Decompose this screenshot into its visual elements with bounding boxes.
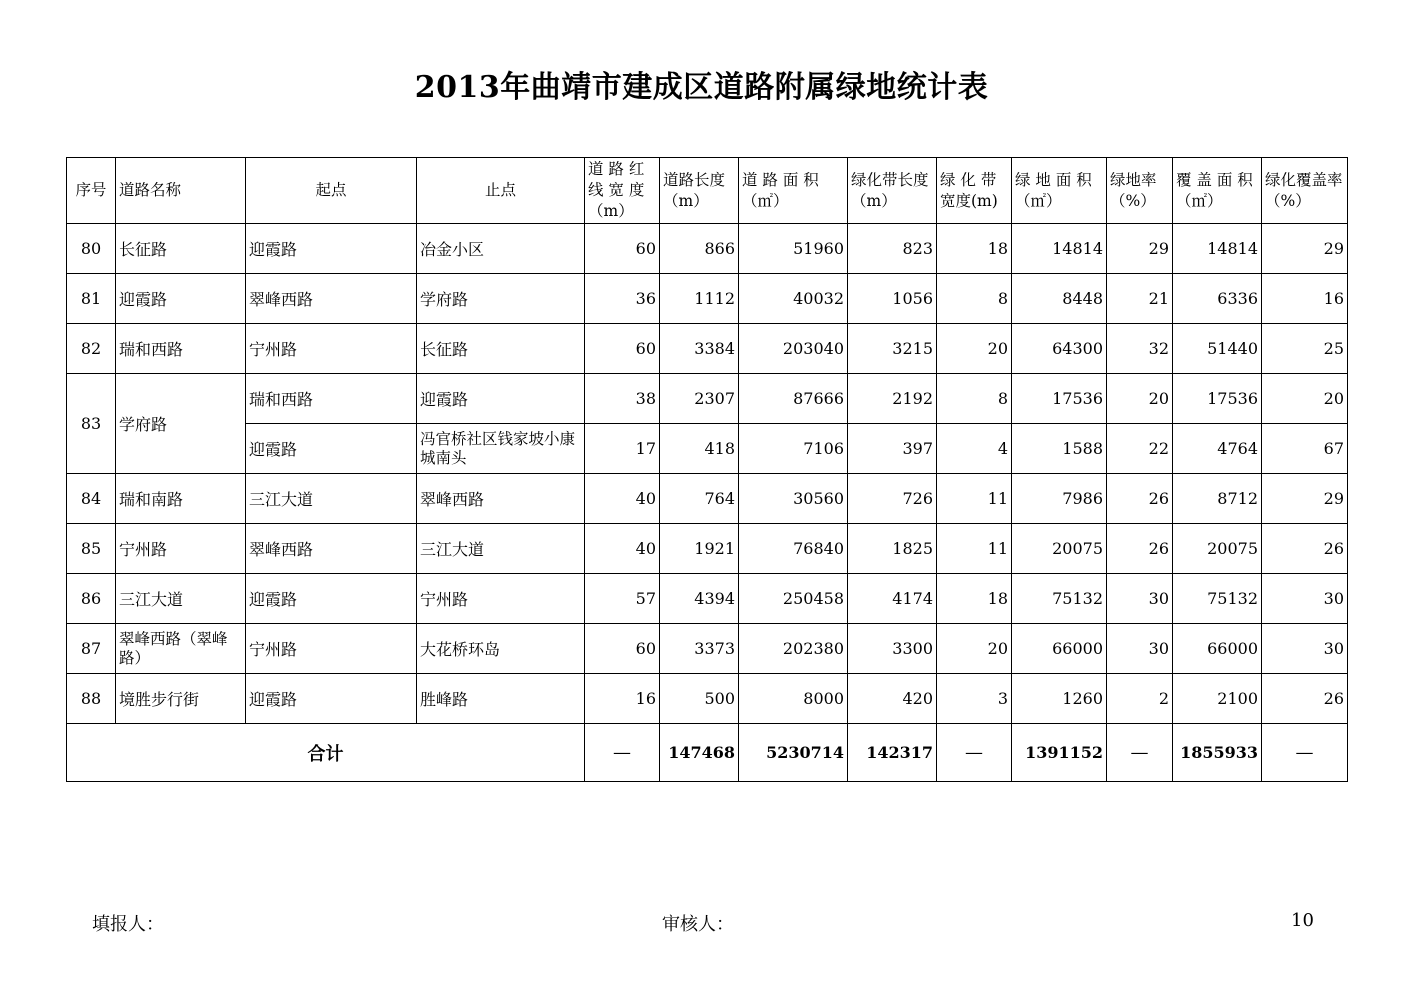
cell-end: 翠峰西路 xyxy=(417,474,585,524)
cell-green-belt-width: 11 xyxy=(937,474,1012,524)
cell-cover-area: 20075 xyxy=(1173,524,1262,574)
cell-end: 冶金小区 xyxy=(417,224,585,274)
cell-seq: 81 xyxy=(67,274,116,324)
cell-cover-rate: 16 xyxy=(1262,274,1348,324)
cell-green-area: 7986 xyxy=(1012,474,1107,524)
cell-length: 500 xyxy=(660,674,739,724)
cell-green-area: 1260 xyxy=(1012,674,1107,724)
cell-end: 学府路 xyxy=(417,274,585,324)
cell-length: 418 xyxy=(660,424,739,474)
cell-cover-area: 66000 xyxy=(1173,624,1262,674)
cell-green-area: 66000 xyxy=(1012,624,1107,674)
cell-cover-area: 8712 xyxy=(1173,474,1262,524)
cell-seq: 83 xyxy=(67,374,116,474)
cell-green-rate: 20 xyxy=(1107,374,1173,424)
cell-green-belt-length: 1825 xyxy=(848,524,937,574)
cell-start: 宁州路 xyxy=(246,624,417,674)
cell-length: 3373 xyxy=(660,624,739,674)
cell-red-line-width: 36 xyxy=(585,274,660,324)
cell-green-area: 17536 xyxy=(1012,374,1107,424)
cell-green-belt-length: 726 xyxy=(848,474,937,524)
page-number: 10 xyxy=(1291,910,1314,931)
cell-end: 长征路 xyxy=(417,324,585,374)
cell-seq: 85 xyxy=(67,524,116,574)
cell-road-name: 境胜步行街 xyxy=(116,674,246,724)
cell-length: 4394 xyxy=(660,574,739,624)
header-length: 道路长度（m） xyxy=(660,158,739,224)
cell-green-belt-width: 11 xyxy=(937,524,1012,574)
cell-start: 瑞和西路 xyxy=(246,374,417,424)
cell-start: 迎霞路 xyxy=(246,674,417,724)
cell-length: 3384 xyxy=(660,324,739,374)
cell-red-line-width: 38 xyxy=(585,374,660,424)
cell-green-belt-length: 2192 xyxy=(848,374,937,424)
header-green-belt-length: 绿化带长度（m） xyxy=(848,158,937,224)
cell-seq: 80 xyxy=(67,224,116,274)
cell-green-area: 8448 xyxy=(1012,274,1107,324)
cell-green-belt-length: 3300 xyxy=(848,624,937,674)
cell-green-belt-length: 420 xyxy=(848,674,937,724)
cell-green-belt-width: 20 xyxy=(937,624,1012,674)
cell-green-belt-width: 4 xyxy=(937,424,1012,474)
total-row xyxy=(67,724,1348,782)
cell-area: 250458 xyxy=(739,574,848,624)
cell-road-name: 长征路 xyxy=(116,224,246,274)
cell-seq: 84 xyxy=(67,474,116,524)
total-green-area: 1391152 xyxy=(1012,724,1107,782)
cell-green-rate: 2 xyxy=(1107,674,1173,724)
cell-red-line-width: 60 xyxy=(585,324,660,374)
cell-cover-rate: 29 xyxy=(1262,474,1348,524)
cell-cover-rate: 30 xyxy=(1262,624,1348,674)
cell-green-belt-length: 3215 xyxy=(848,324,937,374)
table-row xyxy=(67,374,1348,424)
cell-red-line-width: 40 xyxy=(585,524,660,574)
table-row xyxy=(67,474,1348,524)
cell-start: 三江大道 xyxy=(246,474,417,524)
cell-green-belt-width: 8 xyxy=(937,374,1012,424)
cell-red-line-width: 57 xyxy=(585,574,660,624)
cell-green-belt-length: 4174 xyxy=(848,574,937,624)
cell-length: 866 xyxy=(660,224,739,274)
total-red-line-width: — xyxy=(585,724,660,782)
cell-red-line-width: 17 xyxy=(585,424,660,474)
total-green-belt-length: 142317 xyxy=(848,724,937,782)
total-cover-area: 1855933 xyxy=(1173,724,1262,782)
cell-green-belt-width: 3 xyxy=(937,674,1012,724)
cell-road-name: 三江大道 xyxy=(116,574,246,624)
reporter-label: 填报人： xyxy=(92,914,164,935)
cell-cover-area: 2100 xyxy=(1173,674,1262,724)
table-row xyxy=(67,224,1348,274)
cell-end: 冯官桥社区钱家坡小康城南头 xyxy=(417,424,585,474)
cell-length: 1112 xyxy=(660,274,739,324)
cell-end: 宁州路 xyxy=(417,574,585,624)
cell-road-name: 宁州路 xyxy=(116,524,246,574)
cell-length: 764 xyxy=(660,474,739,524)
cell-green-rate: 26 xyxy=(1107,524,1173,574)
cell-area: 76840 xyxy=(739,524,848,574)
cell-road-name: 迎霞路 xyxy=(116,274,246,324)
cell-start: 迎霞路 xyxy=(246,424,417,474)
cell-green-belt-length: 397 xyxy=(848,424,937,474)
header-seq: 序号 xyxy=(67,158,116,224)
cell-start: 翠峰西路 xyxy=(246,524,417,574)
table-row xyxy=(67,674,1348,724)
header-start: 起点 xyxy=(246,158,417,224)
cell-green-rate: 22 xyxy=(1107,424,1173,474)
cell-start: 翠峰西路 xyxy=(246,274,417,324)
cell-cover-area: 4764 xyxy=(1173,424,1262,474)
cell-seq: 86 xyxy=(67,574,116,624)
cell-road-name: 瑞和南路 xyxy=(116,474,246,524)
cell-green-belt-width: 18 xyxy=(937,224,1012,274)
cell-area: 203040 xyxy=(739,324,848,374)
cell-cover-rate: 25 xyxy=(1262,324,1348,374)
cell-green-rate: 30 xyxy=(1107,624,1173,674)
cell-green-belt-width: 20 xyxy=(937,324,1012,374)
cell-start: 迎霞路 xyxy=(246,224,417,274)
cell-cover-area: 14814 xyxy=(1173,224,1262,274)
header-green-belt-width: 绿 化 带 宽度(m) xyxy=(937,158,1012,224)
cell-length: 1921 xyxy=(660,524,739,574)
cell-green-area: 64300 xyxy=(1012,324,1107,374)
cell-green-rate: 30 xyxy=(1107,574,1173,624)
reviewer-label: 审核人： xyxy=(662,914,734,935)
header-green-rate: 绿地率 （%） xyxy=(1107,158,1173,224)
cell-green-rate: 29 xyxy=(1107,224,1173,274)
cell-cover-area: 75132 xyxy=(1173,574,1262,624)
page-title: 2013年曲靖市建成区道路附属绿地统计表 xyxy=(414,70,989,105)
cell-green-belt-width: 18 xyxy=(937,574,1012,624)
cell-seq: 88 xyxy=(67,674,116,724)
cell-red-line-width: 60 xyxy=(585,224,660,274)
header-end: 止点 xyxy=(417,158,585,224)
cell-green-rate: 32 xyxy=(1107,324,1173,374)
total-cover-rate: — xyxy=(1262,724,1348,782)
table-row xyxy=(67,574,1348,624)
cell-cover-area: 17536 xyxy=(1173,374,1262,424)
header-area: 道 路 面 积 （㎡） xyxy=(739,158,848,224)
table-row xyxy=(67,274,1348,324)
cell-cover-rate: 67 xyxy=(1262,424,1348,474)
cell-area: 8000 xyxy=(739,674,848,724)
header-green-area: 绿 地 面 积 （㎡） xyxy=(1012,158,1107,224)
table-row xyxy=(67,524,1348,574)
total-label: 合计 xyxy=(67,724,585,782)
cell-length: 2307 xyxy=(660,374,739,424)
cell-end: 大花桥环岛 xyxy=(417,624,585,674)
cell-cover-rate: 26 xyxy=(1262,674,1348,724)
cell-red-line-width: 60 xyxy=(585,624,660,674)
total-green-rate: — xyxy=(1107,724,1173,782)
cell-green-area: 14814 xyxy=(1012,224,1107,274)
table-row xyxy=(67,624,1348,674)
cell-seq: 82 xyxy=(67,324,116,374)
total-length: 147468 xyxy=(660,724,739,782)
cell-cover-rate: 29 xyxy=(1262,224,1348,274)
cell-cover-rate: 26 xyxy=(1262,524,1348,574)
cell-end: 三江大道 xyxy=(417,524,585,574)
cell-end: 胜峰路 xyxy=(417,674,585,724)
road-greenbelt-table xyxy=(66,157,1348,782)
cell-cover-area: 6336 xyxy=(1173,274,1262,324)
cell-end: 迎霞路 xyxy=(417,374,585,424)
cell-area: 87666 xyxy=(739,374,848,424)
cell-road-name: 翠峰西路（翠峰路） xyxy=(116,624,246,674)
cell-cover-area: 51440 xyxy=(1173,324,1262,374)
header-cover-area: 覆 盖 面 积 （㎡） xyxy=(1173,158,1262,224)
cell-green-area: 20075 xyxy=(1012,524,1107,574)
cell-green-area: 1588 xyxy=(1012,424,1107,474)
cell-road-name: 学府路 xyxy=(116,374,246,474)
cell-area: 40032 xyxy=(739,274,848,324)
cell-road-name: 瑞和西路 xyxy=(116,324,246,374)
table-row xyxy=(67,324,1348,374)
header-road-name: 道路名称 xyxy=(116,158,246,224)
cell-area: 51960 xyxy=(739,224,848,274)
cell-area: 7106 xyxy=(739,424,848,474)
cell-seq: 87 xyxy=(67,624,116,674)
cell-cover-rate: 20 xyxy=(1262,374,1348,424)
cell-red-line-width: 16 xyxy=(585,674,660,724)
table-header-row xyxy=(67,158,1348,224)
cell-start: 迎霞路 xyxy=(246,574,417,624)
cell-area: 202380 xyxy=(739,624,848,674)
cell-green-area: 75132 xyxy=(1012,574,1107,624)
cell-cover-rate: 30 xyxy=(1262,574,1348,624)
cell-green-belt-width: 8 xyxy=(937,274,1012,324)
total-area: 5230714 xyxy=(739,724,848,782)
header-red-line-width: 道 路 红 线 宽 度 （m） xyxy=(585,158,660,224)
cell-start: 宁州路 xyxy=(246,324,417,374)
cell-green-belt-length: 1056 xyxy=(848,274,937,324)
cell-red-line-width: 40 xyxy=(585,474,660,524)
cell-green-rate: 21 xyxy=(1107,274,1173,324)
total-green-belt-width: — xyxy=(937,724,1012,782)
cell-green-belt-length: 823 xyxy=(848,224,937,274)
table-row xyxy=(67,424,1348,474)
cell-area: 30560 xyxy=(739,474,848,524)
cell-green-rate: 26 xyxy=(1107,474,1173,524)
header-cover-rate: 绿化覆盖率（%） xyxy=(1262,158,1348,224)
